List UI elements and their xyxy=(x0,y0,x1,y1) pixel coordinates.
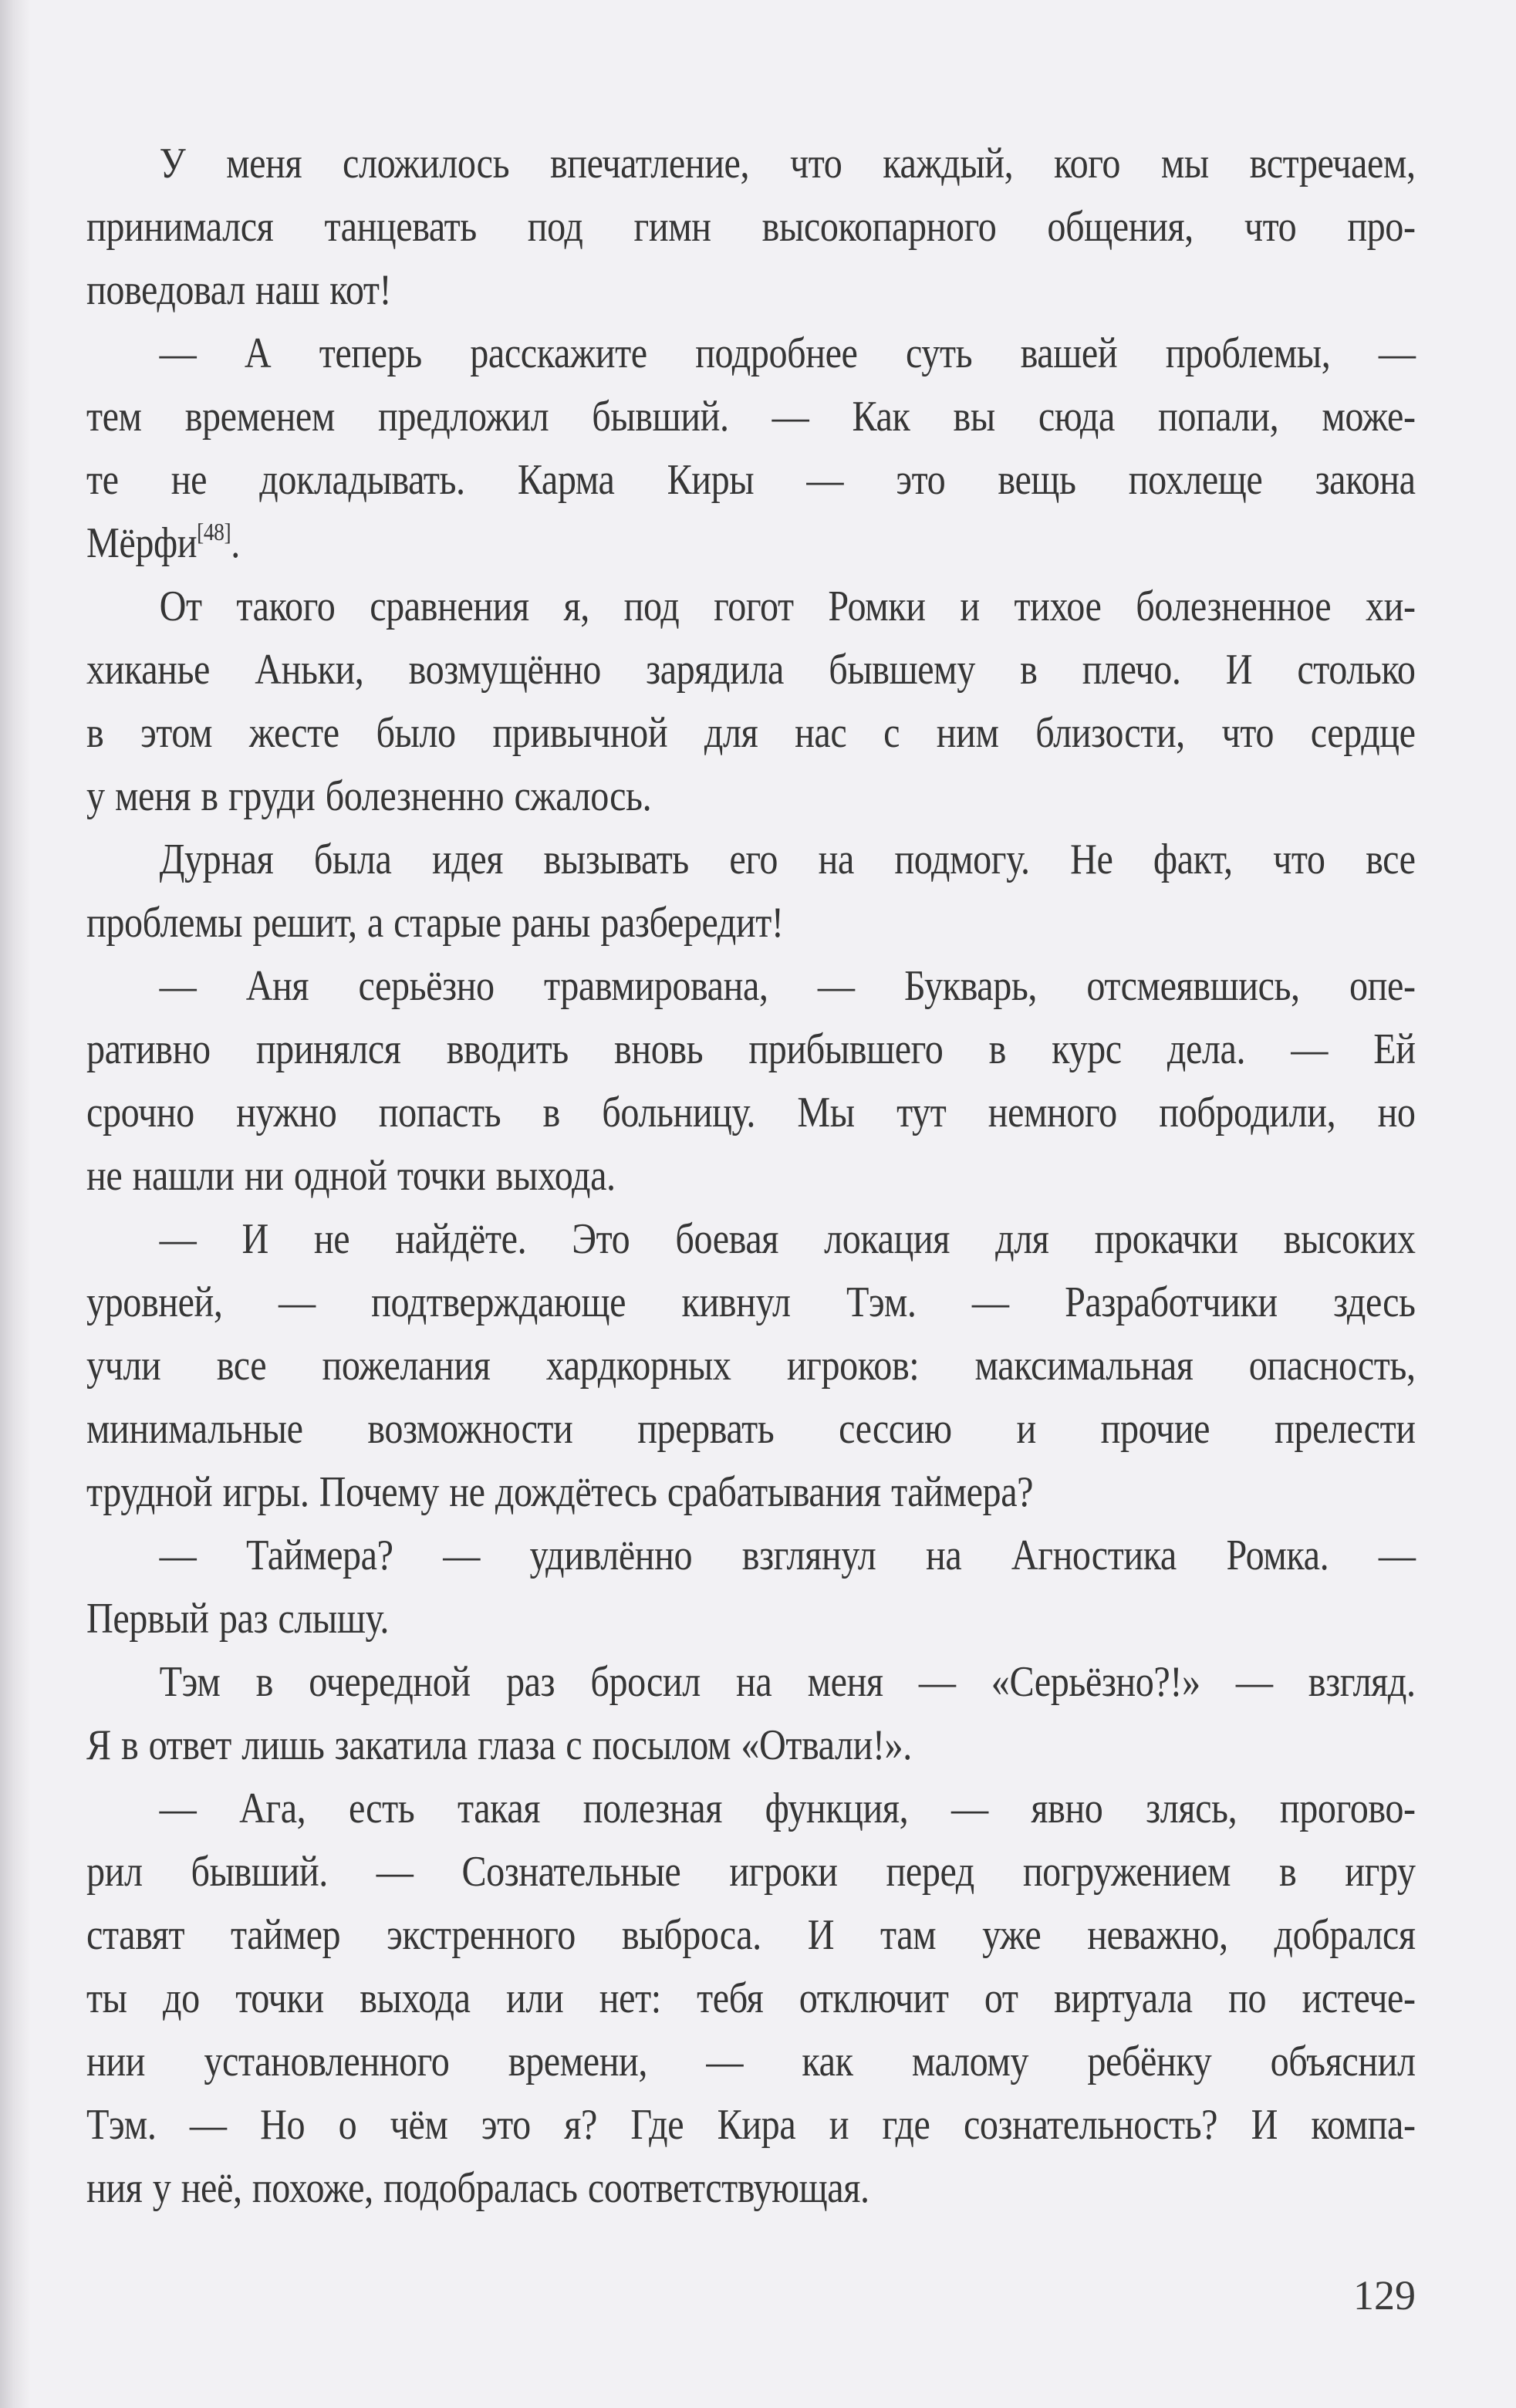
text-line: минимальные возможности прервать сессию и прочие прелести xyxy=(86,1405,1416,1453)
text-line: ставят таймер экстренного выброса. И там уже неважно, добрался xyxy=(86,1911,1416,1959)
text-line: хиканье Аньки, возмущённо зарядила бывшему в плечо. И столько xyxy=(86,646,1416,694)
text-line: — Аня серьёзно травмирована, — Букварь, отсмеявшись, опе- xyxy=(159,962,1416,1010)
text-line: у меня в груди болезненно сжалось. xyxy=(86,772,652,820)
text-line: У меня сложилось впечатление, что каждый, кого мы встречаем, xyxy=(159,140,1416,187)
text-line: Мёрфи[48]. xyxy=(86,518,240,567)
text-line: не нашли ни одной точки выхода. xyxy=(86,1152,616,1200)
text-line: — А теперь расскажите подробнее суть вашей проблемы, — xyxy=(159,329,1416,377)
text-line: Тэм. — Но о чём это я? Где Кира и где сознательность? И компа- xyxy=(86,2101,1416,2149)
page-number: 129 xyxy=(1353,2272,1416,2319)
text-line: принимался танцевать под гимн высокопарного общения, что про- xyxy=(86,203,1416,251)
text-line: те не докладывать. Карма Киры — это вещь похлеще закона xyxy=(86,456,1416,504)
text-line: учли все пожелания хардкорных игроков: максимальная опасность, xyxy=(86,1342,1416,1390)
text-line: ния у неё, похоже, подобралась соответствующая. xyxy=(86,2164,869,2212)
text-line: проблемы решит, а старые раны разбередит! xyxy=(86,899,784,947)
text-line: уровней, — подтверждающе кивнул Тэм. — Разработчики здесь xyxy=(86,1278,1416,1326)
text-line: Тэм в очередной раз бросил на меня — «Серьёзно?!» — взгляд. xyxy=(159,1658,1416,1706)
text-line: — И не найдёте. Это боевая локация для прокачки высоких xyxy=(159,1215,1416,1263)
footnote-reference[interactable]: [48] xyxy=(197,518,231,545)
text-line: Я в ответ лишь закатила глаза с посылом «Отвали!». xyxy=(86,1721,912,1769)
text-line: Первый раз слышу. xyxy=(86,1595,389,1643)
text-line: тем временем предложил бывший. — Как вы сюда попали, може- xyxy=(86,393,1416,441)
text-line: От такого сравнения я, под гогот Ромки и тихое болезненное хи- xyxy=(159,583,1416,630)
text-line: в этом жесте было привычной для нас с ним близости, что сердце xyxy=(86,709,1416,757)
text-line: ты до точки выхода или нет: тебя отключит от виртуала по истече- xyxy=(86,1974,1416,2022)
text-line: срочно нужно попасть в больницу. Мы тут немного побродили, но xyxy=(86,1089,1416,1136)
text-line: Дурная была идея вызывать его на подмогу. Не факт, что все xyxy=(159,836,1416,883)
text-line: — Ага, есть такая полезная функция, — явно злясь, прогово- xyxy=(159,1785,1416,1832)
text-line: ративно принялся вводить вновь прибывшего в курс дела. — Ей xyxy=(86,1025,1416,1073)
text-line: трудной игры. Почему не дождётесь срабатывания таймера? xyxy=(86,1468,1034,1516)
page-gutter-shadow xyxy=(0,0,31,2408)
text-line: нии установленного времени, — как малому ребёнку объяснил xyxy=(86,2038,1416,2085)
text-line: рил бывший. — Сознательные игроки перед погружением в игру xyxy=(86,1848,1416,1896)
text-line: поведовал наш кот! xyxy=(86,266,392,314)
text-line: — Таймера? — удивлённо взглянул на Агностика Ромка. — xyxy=(159,1532,1416,1579)
